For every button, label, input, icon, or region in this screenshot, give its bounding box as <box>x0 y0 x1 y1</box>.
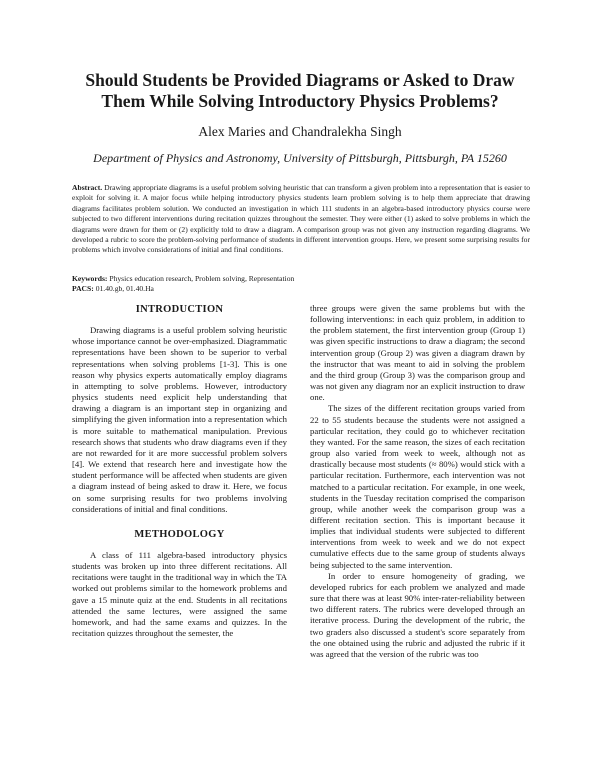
grading-paragraph: In order to ensure homogeneity of grading, we developed rubrics for each problem we analyzed and made sure that there was at least 90% inter-rater-reliability between two different raters. The rubrics were developed through an iterative process. During the development of the rubric, the two graders also discussed a student's score separately from the one obtained using the rubric and adjusted the rubric if it was agreed that the version of the rubric was too <box>310 570 525 659</box>
right-column <box>310 303 525 660</box>
introduction-paragraph: Drawing diagrams is a useful problem solving heuristic whose importance cannot be over-emphasized. Diagrammatic representations have been shown to be superior to verbal representations when solving problems [1-3]. This is one reason why physics experts automatically employ diagrams in attempting to solve problems. However, introductory physics students need explicit help understanding that drawing a diagram is an important step in organizing and simplifying the given information into a representation which is more suitable to mathematical manipulation. Previous research shows that students who draw diagrams even if they are not rewarded for it are more successful problem solvers [4]. We extend that research here and investigate how the student performance will be affected when students are given a diagram instead of being asked to draw it. Here, we focus on some surprising results for two problems involving considerations of initial and final conditions. <box>72 325 287 514</box>
pacs-text: 01.40.gb, 01.40.Ha <box>95 284 154 294</box>
keywords-block <box>72 274 530 294</box>
keywords-line <box>72 274 530 284</box>
keywords-label: Keywords: <box>72 274 108 283</box>
title-line-1: Should Students be Provided Diagrams or Asked to Draw <box>85 70 515 90</box>
keywords-text: Physics education research, Problem solving, Representation <box>109 274 295 283</box>
affiliation: Department of Physics and Astronomy, University of Pittsburgh, Pittsburgh, PA 15260 <box>93 151 507 165</box>
interventions-paragraph: three groups were given the same problems but with the following interventions: in each quiz problem, in addition to the problem statement, the first intervention group (Group 1) was given specific instructions to draw a diagram; the second intervention group (Group 2) was given a diagram drawn by the instructor that was meant to aid in solving the problem and the third group (Group 3) was the comparison group and was not given any diagram nor an explicit instruction to draw one. <box>310 303 525 403</box>
pacs-label: PACS: <box>72 284 94 294</box>
left-column <box>72 304 287 639</box>
abstract <box>72 183 530 256</box>
methodology-heading: METHODOLOGY <box>134 528 225 540</box>
paper-title <box>40 70 560 112</box>
title-line-2: Them While Solving Introductory Physics Problems? <box>101 91 499 111</box>
abstract-text: Drawing appropriate diagrams is a useful problem solving heuristic that can transform a given problem into a representation that is easier to exploit for solving it. A major focus while helping introductory physics students learn problem solving is to help them appreciate that drawing diagrams facilitates problem solution. We conducted an investigation in which 111 students in an algebra-based introductory physics course were subjected to two different interventions during recitation quizzes throughout the semester. They were either (1) asked to solve problems in which the diagrams were drawn for them or (2) explicitly told to draw a diagram. A comparison group was not given any instruction regarding diagrams. We developed a rubric to score the problem-solving performance of students in different intervention groups. Here, we present some surprising results for problems which involve considerations of initial and final conditions. <box>72 183 530 255</box>
authors: Alex Maries and Chandralekha Singh <box>198 124 402 139</box>
methodology-paragraph: A class of 111 algebra-based introductory physics students was broken up into three different recitations. All recitations were taught in the traditional way in which the TA worked out problems similar to the homework problems and gave a 15 minute quiz at the end. Students in all recitations attended the same lectures, were assigned the same homework, and had the same exams and quizzes. In the recitation quizzes throughout the semester, the <box>72 549 287 639</box>
group-sizes-paragraph: The sizes of the different recitation groups varied from 22 to 55 students because the students were not assigned a particular recitation, they could go to whichever recitation they wanted. For the same reason, the sizes of each recitation group also varied from week to week, although not as drastically because most students (≈ 80%) would stick with a particular recitation. Furthermore, each intervention was not matched to a particular recitation. For example, in one week, students in the Tuesday recitation comprised the comparison group, while another week the comparison group was a different recitation section. This is important because it implies that individual students were subjected to different interventions from week to week and we do not expect cumulative effects due to the same group of students always being subjected to the same intervention. <box>310 403 525 570</box>
pacs-line <box>72 284 530 294</box>
introduction-heading: INTRODUCTION <box>135 304 224 315</box>
abstract-label: Abstract. <box>72 183 103 192</box>
